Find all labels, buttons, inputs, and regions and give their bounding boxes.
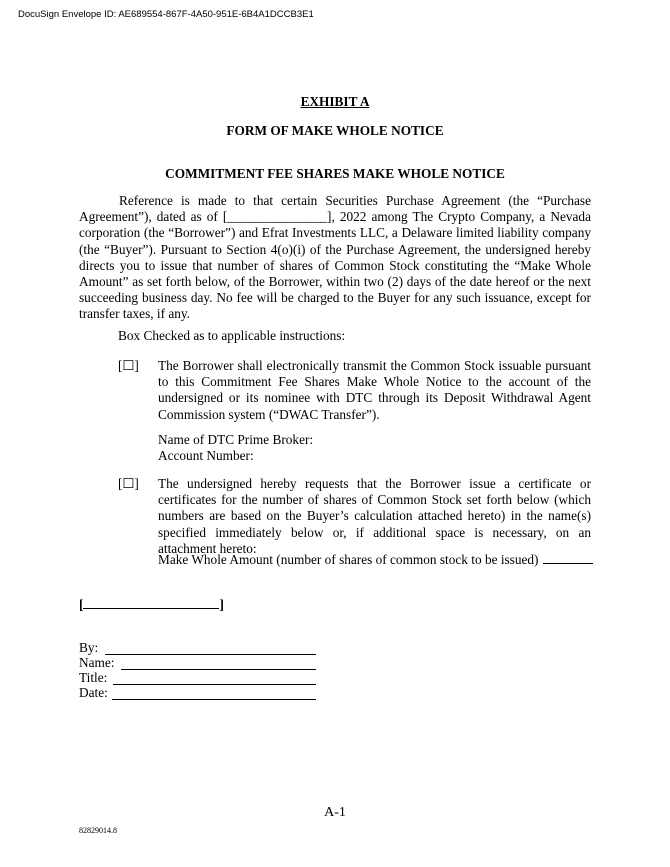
dtc-fields bbox=[158, 432, 313, 464]
option-certificate-text: The undersigned hereby requests that the Borrower issue a certificate or certificates for the number of shares of Common Stock set forth below (which numbers are based on the Buyer’s calculation attached hereto) in the name(s) specified immediately below or, if additional space is necessary, on an attachment hereto: bbox=[158, 476, 591, 556]
make-whole-blank[interactable] bbox=[543, 551, 593, 564]
bracket-close: ] bbox=[219, 597, 224, 612]
date-blank[interactable] bbox=[112, 699, 316, 700]
dtc-broker-label: Name of DTC Prime Broker: bbox=[158, 432, 314, 447]
page-number: A-1 bbox=[324, 805, 346, 820]
title-label: Title: bbox=[79, 670, 108, 685]
bracket-open: [ bbox=[79, 597, 84, 612]
name-label: Name: bbox=[79, 655, 115, 670]
option-dwac-text: The Borrower shall electronically transmit the Common Stock issuable pursuant to this Commitment Fee Shares Make Whole Notice to the account of the undersigned or its nominee with DTC through its Deposit Withdrawal Agent Commission system (“DWAC Transfer”). bbox=[158, 358, 591, 422]
document-id: 82829014.8 bbox=[79, 826, 117, 835]
buyer-name-blank[interactable] bbox=[83, 595, 219, 609]
by-label: By: bbox=[79, 640, 99, 655]
notice-title: COMMITMENT FEE SHARES MAKE WHOLE NOTICE bbox=[165, 166, 505, 181]
option-certificate-checkbox[interactable]: [☐] bbox=[118, 476, 139, 491]
buyer-name-bracket bbox=[79, 595, 224, 613]
box-checked-label: Box Checked as to applicable instructions: bbox=[118, 328, 346, 343]
signature-date bbox=[79, 685, 319, 702]
form-title: FORM OF MAKE WHOLE NOTICE bbox=[226, 123, 444, 138]
account-number-label: Account Number: bbox=[158, 448, 254, 464]
envelope-id: DocuSign Envelope ID: AE689554-867F-4A50-951E-6B4A1DCCB3E1 bbox=[18, 9, 314, 20]
reference-paragraph: Reference is made to that certain Securities Purchase Agreement (the “Purchase Agreement”), dated as of [_______________], 2022 among The Crypto Company, a Nevada corporation (the “Borrower”) and Efrat Investments LLC, a Delaware limited liability company (the “Buyer”). Pursuant to Section 4(o)(i) of the Purchase Agreement, the undersigned hereby directs you to issue that number of shares of Common Stock constituting the “Make Whole Amount” as set forth below, of the Borrower, within two (2) days of the date hereof or the next succeeding business day. No fee will be charged to the Buyer for any such issuance, except for transfer taxes, if any. bbox=[79, 193, 591, 322]
exhibit-title: EXHIBIT A bbox=[300, 94, 370, 109]
make-whole-label: Make Whole Amount (number of shares of common stock to be issued) bbox=[158, 552, 539, 567]
date-label: Date: bbox=[79, 685, 108, 700]
make-whole-amount bbox=[158, 551, 593, 568]
option-dwac-checkbox[interactable]: [☐] bbox=[118, 358, 139, 373]
